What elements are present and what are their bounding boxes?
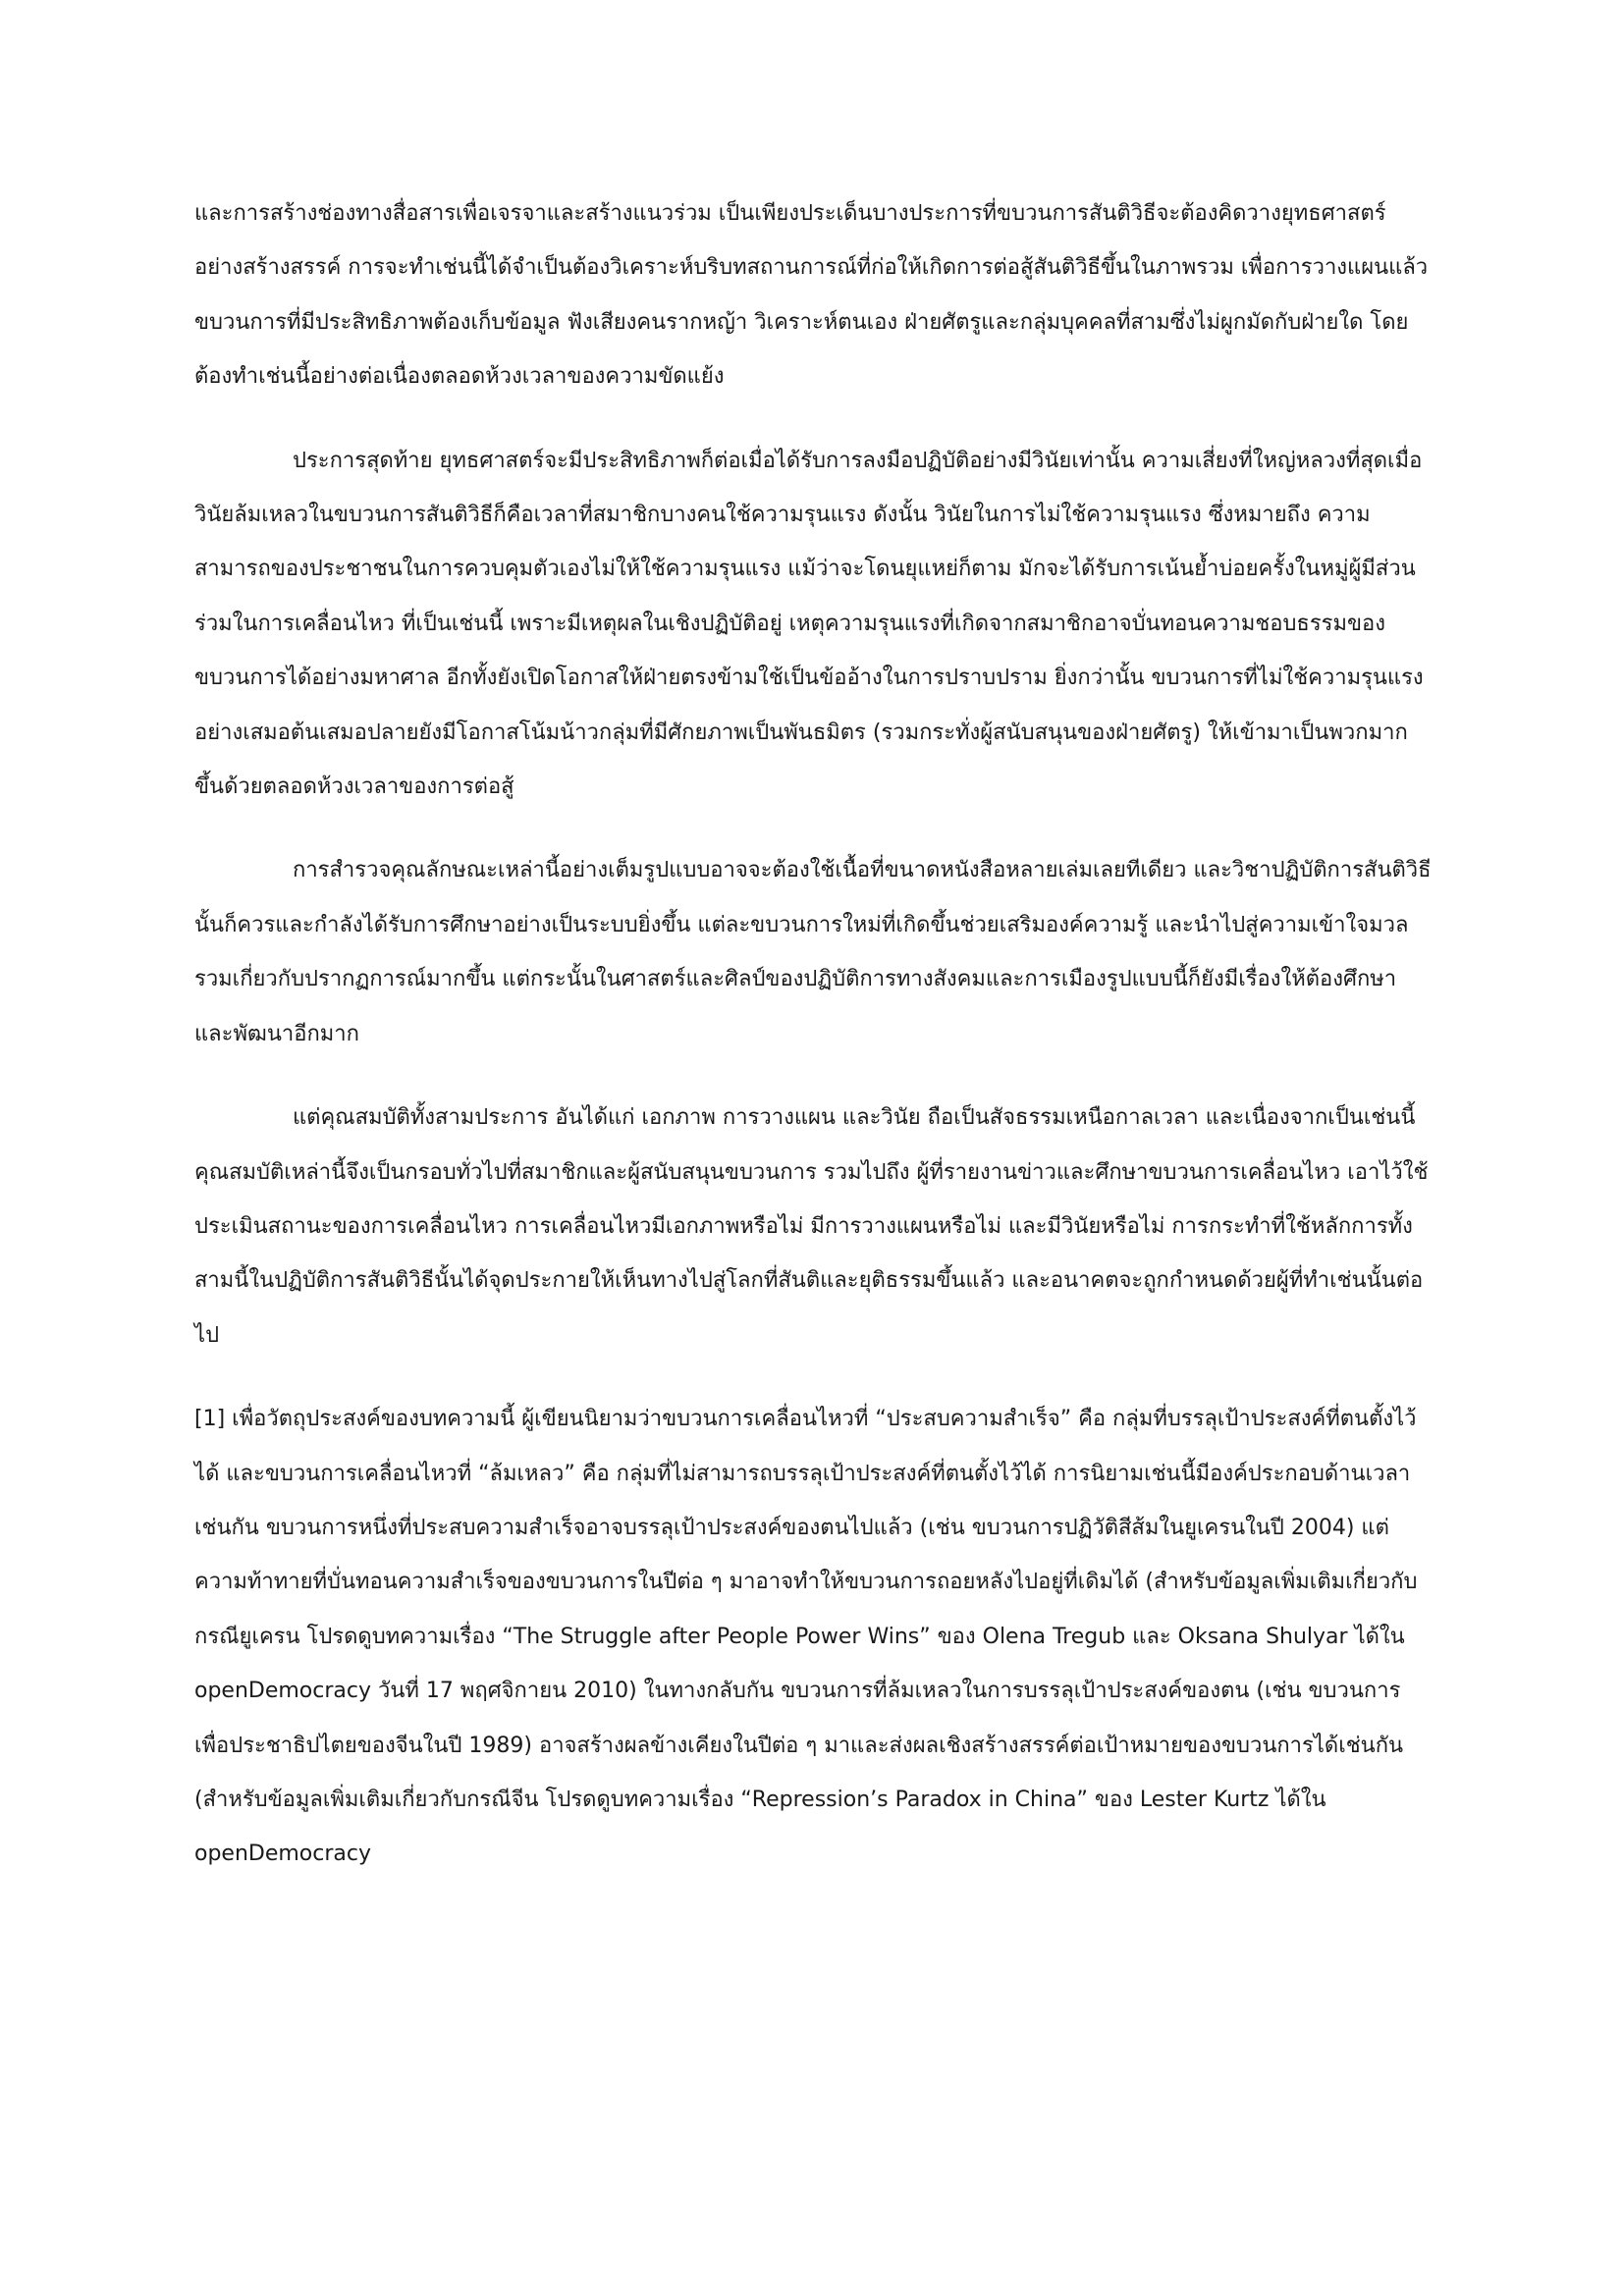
body-paragraph: แต่คุณสมบัติทั้งสามประการ อันได้แก่ เอกภาพ การวางแผน และวินัย ถือเป็นสัจธรรมเหนือกาลเวลา และเนื่องจากเป็นเช่นนี้ คุณสมบัติเหล่านี้จึงเป็นกรอบทั่วไปที่สมาชิกและผู้สนับสนุนขบวนการ รวมไปถึง ผู้ที่รายงานข่าวและศึกษาขบวนการเคลื่อนไหว เอาไว้ใช้ประเมินสถานะของการเคลื่อนไหว การเคลื่อนไหวมีเอกภาพหรือไม่ มีการวางแผนหรือไม่ และมีวินัยหรือไม่ การกระทำที่ใช้หลักการทั้งสามนี้ในปฏิบัติการสันติวิธีนั้นได้จุดประกายให้เห็นทางไปสู่โลกที่สันติและยุติธรรมขึ้นแล้ว และอนาคตจะถูกกำหนดด้วยผู้ที่ทำเช่นนั้นต่อไป	[194, 1105, 1429, 1348]
footnote: [1] เพื่อวัตถุประสงค์ของบทความนี้ ผู้เขียนนิยามว่าขบวนการเคลื่อนไหวที่ “ประสบความสำเร็จ” คือ กลุ่มที่บรรลุเป้าประสงค์ที่ตนตั้งไว้ได้ และขบวนการเคลื่อนไหวที่ “ล้มเหลว” คือ กลุ่มที่ไม่สามารถบรรลุเป้าประสงค์ที่ตนตั้งไว้ได้ การนิยามเช่นนี้มีองค์ประกอบด้านเวลาเช่นกัน ขบวนการหนึ่งที่ประสบความสำเร็จอาจบรรลุเป้าประสงค์ของตนไปแล้ว (เช่น ขบวนการปฏิวัติสีส้มในยูเครนในปี 2004) แต่ความท้าทายที่บั่นทอนความสำเร็จของขบวนการในปีต่อ ๆ มาอาจทำให้ขบวนการถอยหลังไปอยู่ที่เดิมได้ (สำหรับข้อมูลเพิ่มเติมเกี่ยวกับกรณียูเครน โปรดดูบทความเรื่อง “The Struggle after People Power Wins” ของ Olena Tregub และ Oksana Shulyar ได้ใน openDemocracy วันที่ 17 พฤศจิกายน 2010) ในทางกลับกัน ขบวนการที่ล้มเหลวในการบรรลุเป้าประสงค์ของตน (เช่น ขบวนการเพื่อประชาธิปไตยของจีนในปี 1989) อาจสร้างผลข้างเคียงในปีต่อ ๆ มาและส่งผลเชิงสร้างสรรค์ต่อเป้าหมายของขบวนการได้เช่นกัน (สำหรับข้อมูลเพิ่มเติมเกี่ยวกับกรณีจีน โปรดดูบทความเรื่อง “Repression’s Paradox in China” ของ Lester Kurtz ได้ใน openDemocracy	[194, 1407, 1418, 1867]
body-paragraph: ประการสุดท้าย ยุทธศาสตร์จะมีประสิทธิภาพก็ต่อเมื่อได้รับการลงมือปฏิบัติอย่างมีวินัยเท่านั้น ความเสี่ยงที่ใหญ่หลวงที่สุดเมื่อวินัยล้มเหลวในขบวนการสันติวิธีก็คือเวลาที่สมาชิกบางคนใช้ความรุนแรง ดังนั้น วินัยในการไม่ใช้ความรุนแรง ซึ่งหมายถึง ความสามารถของประชาชนในการควบคุมตัวเองไม่ให้ใช้ความรุนแรง แม้ว่าจะโดนยุแหย่ก็ตาม มักจะได้รับการเน้นย้ำบ่อยครั้งในหมู่ผู้มีส่วนร่วมในการเคลื่อนไหว ที่เป็นเช่นนี้ เพราะมีเหตุผลในเชิงปฏิบัติอยู่ เหตุความรุนแรงที่เกิดจากสมาชิกอาจบั่นทอนความชอบธรรมของขบวนการได้อย่างมหาศาล อีกทั้งยังเปิดโอกาสให้ฝ่ายตรงข้ามใช้เป็นข้ออ้างในการปราบปราม ยิ่งกว่านั้น ขบวนการที่ไม่ใช้ความรุนแรงอย่างเสมอต้นเสมอปลายยังมีโอกาสโน้มน้าวกลุ่มที่มีศักยภาพเป็นพันธมิตร (รวมกระทั่งผู้สนับสนุนของฝ่ายศัตรู) ให้เข้ามาเป็นพวกมากขึ้นด้วยตลอดห้วงเวลาของการต่อสู้	[194, 448, 1424, 800]
body-paragraph: การสำรวจคุณลักษณะเหล่านี้อย่างเต็มรูปแบบอาจจะต้องใช้เนื้อที่ขนาดหนังสือหลายเล่มเลยทีเดียว และวิชาปฏิบัติการสันติวิธีนั้นก็ควรและกำลังได้รับการศึกษาอย่างเป็นระบบยิ่งขึ้น แต่ละขบวนการใหม่ที่เกิดขึ้นช่วยเสริมองค์ความรู้ และนำไปสู่ความเข้าใจมวลรวมเกี่ยวกับปรากฏการณ์มากขึ้น แต่กระนั้นในศาสตร์และศิลป์ของปฏิบัติการทางสังคมและการเมืองรูปแบบนี้ก็ยังมีเรื่องให้ต้องศึกษาและพัฒนาอีกมาก	[194, 858, 1432, 1046]
document-page	[194, 187, 1434, 1882]
body-paragraph: และการสร้างช่องทางสื่อสารเพื่อเจรจาและสร้างแนวร่วม เป็นเพียงประเด็นบางประการที่ขบวนการสันติวิธีจะต้องคิดวางยุทธศาสตร์อย่างสร้างสรรค์ การจะทำเช่นนี้ได้จำเป็นต้องวิเคราะห์บริบทสถานการณ์ที่ก่อให้เกิดการต่อสู้สันติวิธีขึ้นในภาพรวม เพื่อการวางแผนแล้ว ขบวนการที่มีประสิทธิภาพต้องเก็บข้อมูล ฟังเสียงคนรากหญ้า วิเคราะห์ตนเอง ฝ่ายศัตรูและกลุ่มบุคคลที่สามซึ่งไม่ผูกมัดกับฝ่ายใด โดยต้องทำเช่นนี้อย่างต่อเนื่องตลอดห้วงเวลาของความขัดแย้ง	[194, 201, 1429, 390]
